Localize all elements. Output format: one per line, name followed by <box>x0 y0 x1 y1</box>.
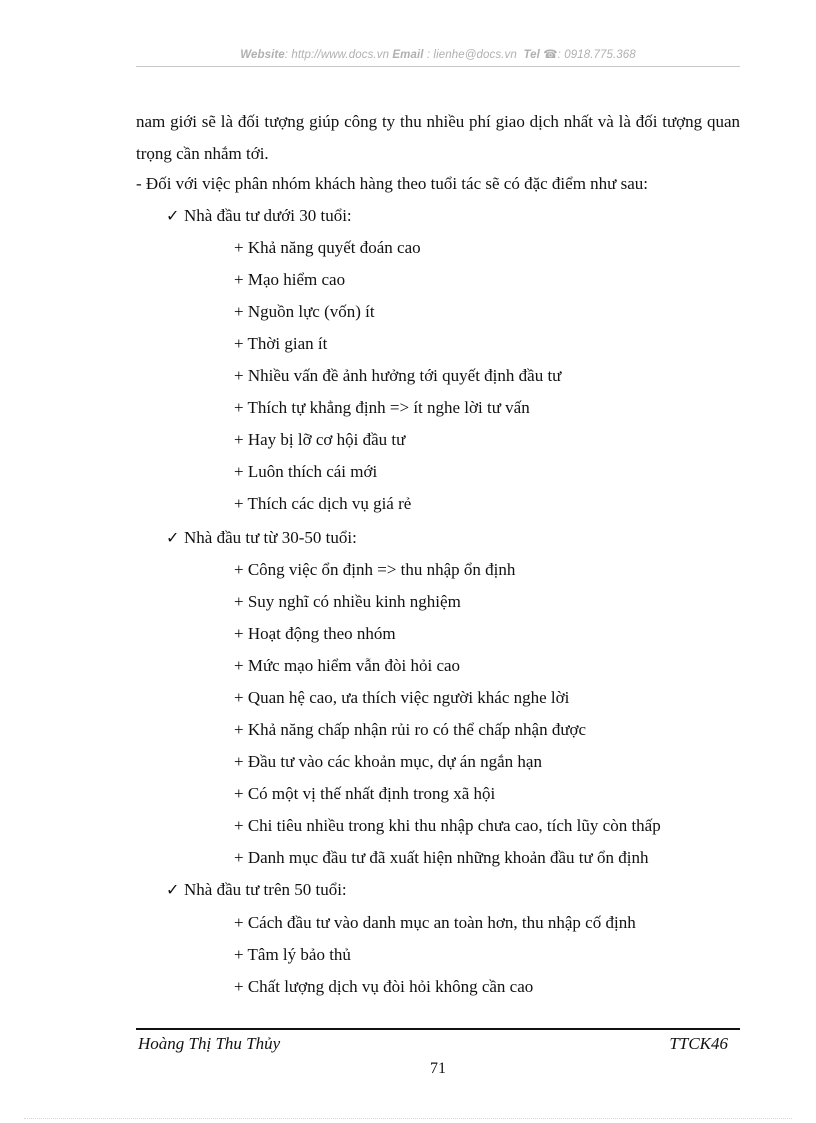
dash-list-item: - Đối với việc phân nhóm khách hàng theo tuổi tác sẽ có đặc điểm như sau: <box>136 174 649 193</box>
footer-author: Hoàng Thị Thu Thủy <box>138 1034 281 1053</box>
list-item: + Chất lượng dịch vụ đòi hỏi không cần cao <box>234 977 534 996</box>
checkmark-icon: ✓ <box>166 528 180 547</box>
bottom-dotted-border <box>24 1118 792 1119</box>
list-item: + Suy nghĩ có nhiều kinh nghiệm <box>234 592 461 611</box>
list-item: + Nhiều vấn đề ảnh hưởng tới quyết định đầu tư <box>234 366 562 385</box>
footer-class-code: TTCK46 <box>669 1034 728 1053</box>
list-item: + Công việc ổn định => thu nhập ổn định <box>234 560 516 579</box>
footer-divider <box>136 1028 740 1030</box>
list-item: + Mức mạo hiểm vẫn đòi hỏi cao <box>234 656 461 675</box>
list-item: + Có một vị thế nhất định trong xã hội <box>234 784 496 803</box>
header-divider <box>136 66 740 67</box>
intro-paragraph: nam giới sẽ là đối tượng giúp công ty thu nhiều phí giao dịch nhất và là đối tượng quan trọng cần nhắm tới. <box>136 112 740 163</box>
website-label: Website <box>240 49 285 61</box>
list-item: + Tâm lý bảo thủ <box>234 945 351 964</box>
list-item: + Thời gian ít <box>234 334 328 353</box>
group-heading-under-30: ✓ Nhà đầu tư dưới 30 tuổi: <box>166 206 352 225</box>
list-item: + Cách đầu tư vào danh mục an toàn hơn, thu nhập cố định <box>234 913 636 932</box>
page-header <box>136 47 740 61</box>
list-item: + Thích tự khẳng định => ít nghe lời tư vấn <box>234 398 530 417</box>
tel-label: Tel <box>523 49 540 61</box>
list-item: + Nguồn lực (vốn) ít <box>234 302 375 321</box>
group-heading-over-50: ✓ Nhà đầu tư trên 50 tuổi: <box>166 880 347 899</box>
list-item: + Danh mục đầu tư đã xuất hiện những khoản đầu tư ổn định <box>234 848 649 867</box>
list-item: + Khả năng chấp nhận rủi ro có thể chấp nhận được <box>234 720 587 739</box>
list-item: + Quan hệ cao, ưa thích việc người khác nghe lời <box>234 688 570 707</box>
website-value[interactable]: : http://www.docs.vn <box>284 49 390 61</box>
page-number: 71 <box>430 1060 446 1077</box>
checkmark-icon: ✓ <box>166 880 180 899</box>
list-item: + Hay bị lỡ cơ hội đầu tư <box>234 430 406 449</box>
tel-value: ☎: 0918.775.368 <box>543 49 636 61</box>
list-item: + Đầu tư vào các khoản mục, dự án ngắn hạn <box>234 752 542 771</box>
email-label: Email <box>392 49 424 61</box>
list-item: + Chi tiêu nhiều trong khi thu nhập chưa cao, tích lũy còn thấp <box>234 816 661 835</box>
list-item: + Khả năng quyết đoán cao <box>234 238 421 257</box>
email-value[interactable]: : lienhe@docs.vn <box>426 49 517 61</box>
list-item: + Luôn thích cái mới <box>234 462 378 481</box>
checkmark-icon: ✓ <box>166 206 180 225</box>
group-heading-30-50: ✓ Nhà đầu tư từ 30-50 tuổi: <box>166 528 357 547</box>
list-item: + Mạo hiểm cao <box>234 270 346 289</box>
list-item: + Hoạt động theo nhóm <box>234 624 396 643</box>
list-item: + Thích các dịch vụ giá rẻ <box>234 494 412 513</box>
